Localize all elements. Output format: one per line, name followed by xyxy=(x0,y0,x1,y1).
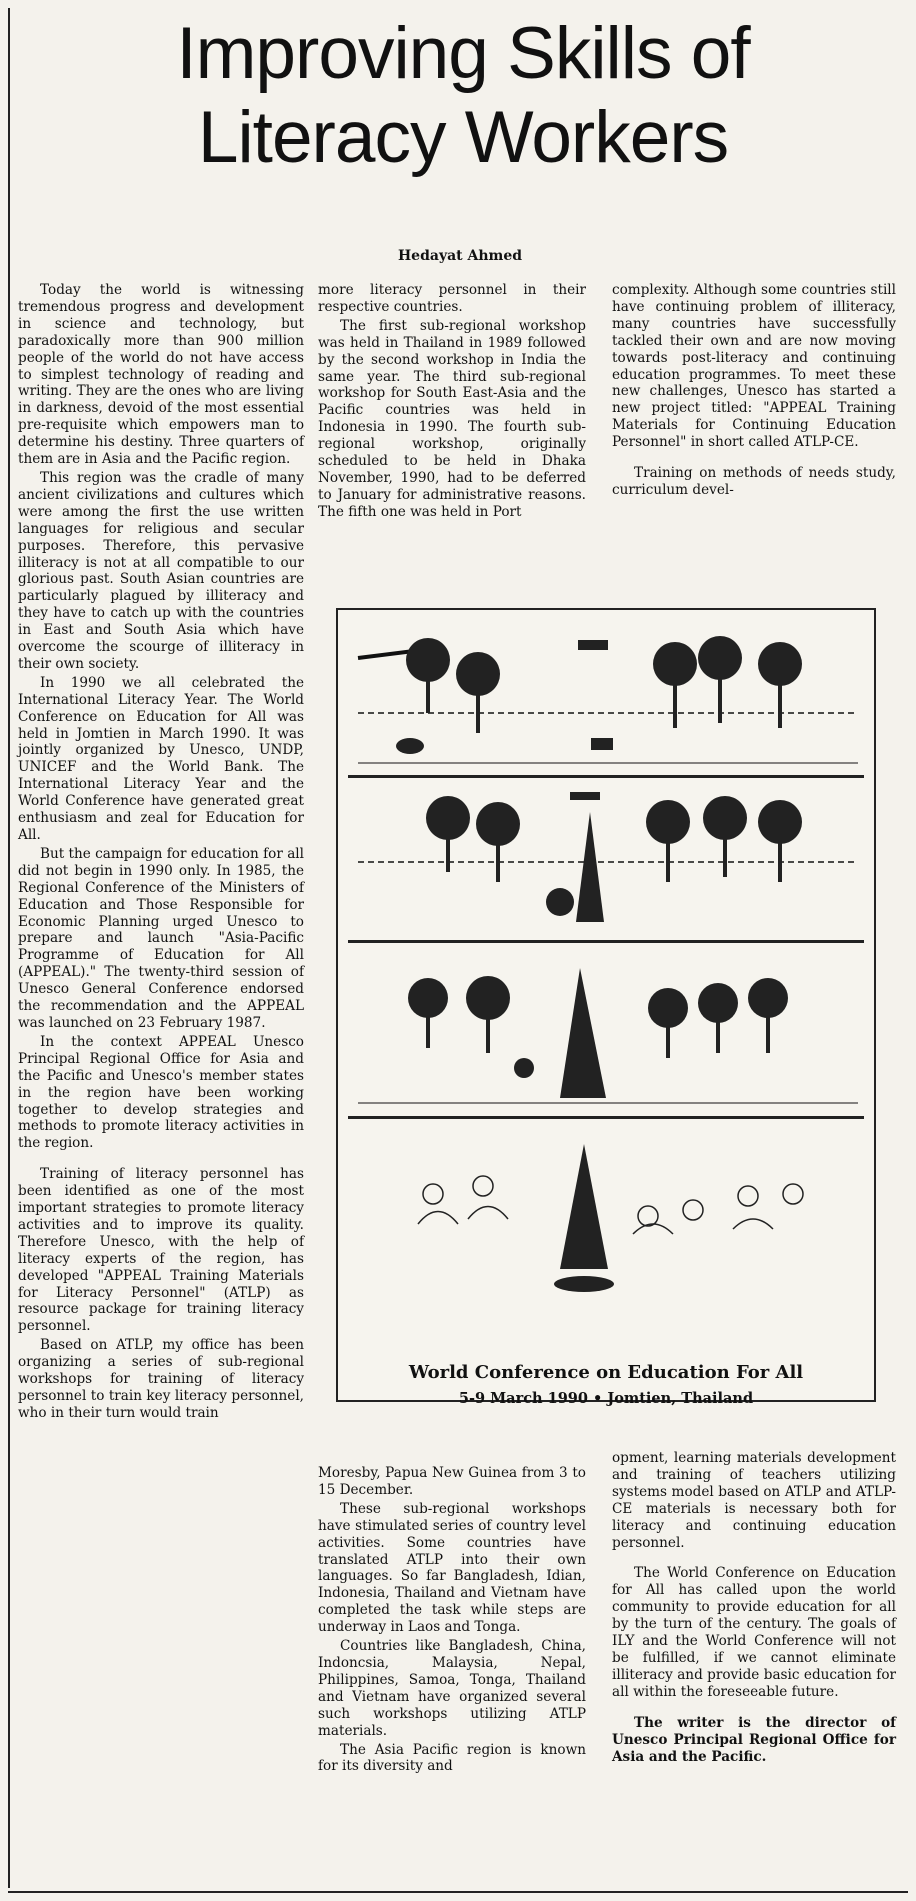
paragraph: opment, learning materials development and training of teachers utilizing systems model based on ATLP and ATLP-CE materials is necessary both for literacy and continuing education personnel. xyxy=(612,1450,896,1551)
paragraph: The World Conference on Education for All has called upon the world community to provide education for all by the turn of the century. The goals of ILY and the World Conference will not be fulfilled, if we cannot eliminate illiteracy and provide basic education for all within the foreseeable future. xyxy=(612,1565,896,1700)
figure-caption-subtitle: 5-9 March 1990 • Jomtien, Thailand xyxy=(458,1390,754,1407)
tree-scene-3-icon xyxy=(348,948,864,1108)
column-2-bottom xyxy=(318,1465,586,1777)
tree-scene-2-icon xyxy=(348,782,864,932)
sprouting-scene-icon xyxy=(348,1124,864,1304)
paragraph: complexity. Although some countries still have continuing problem of illiteracy, many countries have successfully tackled their own and are now moving towards post-literacy and continuing education programmes. To meet these new challenges, Unesco has started a new project titled: "APPEAL Training Materials for Continuing Education Personnel" in short called ATLP-CE. xyxy=(612,282,896,451)
paragraph: Moresby, Papua New Guinea from 3 to 15 December. xyxy=(318,1465,586,1498)
paragraph: These sub-regional workshops have stimulated series of country level activities. Some countries have translated ATLP into their own languages. So far Bangladesh, Idian, Indonesia, Thailand and Vietnam have completed the task while steps are underway in Laos and Tonga. xyxy=(318,1500,586,1636)
bottom-rule xyxy=(8,1891,908,1893)
column-1 xyxy=(18,282,304,1424)
paragraph: more literacy personnel in their respective countries. xyxy=(318,282,586,315)
panel-divider xyxy=(348,940,864,943)
headline xyxy=(18,12,908,180)
comic-panel-2 xyxy=(348,782,864,932)
headline-line-2: Literacy Workers xyxy=(197,97,729,178)
paragraph: Training of literacy personnel has been identified as one of the most important strategies to promote literacy activities and to improve its quality. Therefore Unesco, with the help of literacy experts of the region, has developed "APPEAL Training Materials for Literacy Personnel" (ATLP) as resource package for training literacy personnel. xyxy=(18,1166,304,1335)
tree-scene-1-icon xyxy=(348,618,864,768)
paragraph: The first sub-regional workshop was held in Thailand in 1989 followed by the second workshop in India the same year. The third sub-regional workshop for South East-Asia and the Pacific countries was held in Indonesia in 1990. The fourth sub-regional workshop, originally scheduled to be held in Dhaka November, 1990, had to be deferred to January for administrative reasons. The fifth one was held in Port xyxy=(318,317,586,520)
comic-panel-3 xyxy=(348,948,864,1108)
paragraph: But the campaign for education for all did not begin in 1990 only. In 1985, the Regional Conference of the Ministers of Education and Those Responsible for Economic Planning urged Unesco to prepare and launch "Asia-Pacific Programme of Education for All (APPEAL)." The twenty-third session of Unesco General Conference endorsed the recommendation and the APPEAL was launched on 23 February 1987. xyxy=(18,845,304,1031)
column-3-bottom xyxy=(612,1450,896,1767)
figure-caption-title: World Conference on Education For All xyxy=(408,1362,804,1383)
column-3-top xyxy=(612,282,896,501)
paragraph: Today the world is witnessing tremendous progress and development in science and technology, but paradoxically more than 900 million people of the world do not have access to simplest technology of reading and writing. They are the ones who are living in darkness, devoid of the most essential pre-requisite which empowers man to determine his destiny. Three quarters of them are in Asia and the Pacific region. xyxy=(18,282,304,468)
illustration-figure xyxy=(336,608,876,1407)
paragraph: In 1990 we all celebrated the International Literacy Year. The World Conference on Education for All was held in Jomtien in March 1990. It was jointly organized by Unesco, UNDP, UNICEF and the World Bank. The International Literacy Year and the World Conference have generated great enthusiasm and zeal for Education for All. xyxy=(18,674,304,843)
comic-panel-4 xyxy=(348,1124,864,1304)
paragraph: This region was the cradle of many ancient civilizations and cultures which were among the first the use written languages for religious and secular purposes. Therefore, this pervasive illiteracy is not at all compatible to our glorious past. South Asian countries are particularly plagued by illiteracy and they have to catch up with the countries in East and South Asia which have overcome the scourge of illiteracy in their own society. xyxy=(18,469,304,672)
paragraph: Based on ATLP, my office has been organizing a series of sub-regional workshops for training of literacy personnel to train key literacy personnel, who in their turn would train xyxy=(18,1337,304,1421)
paragraph: In the context APPEAL Unesco Principal Regional Office for Asia and the Pacific and Unesco's member states in the region have been working together to develop strategies and methods to promote literacy activities in the region. xyxy=(18,1033,304,1152)
left-column-rule xyxy=(8,8,10,1888)
byline: Hedayat Ahmed xyxy=(397,248,523,264)
column-2-top xyxy=(318,282,586,523)
paragraph: The Asia Pacific region is known for its diversity and xyxy=(318,1741,586,1775)
paragraph: Training on methods of needs study, curriculum devel- xyxy=(612,465,896,498)
author-note: The writer is the director of Unesco Principal Regional Office for Asia and the Pacific. xyxy=(612,1714,896,1765)
headline-line-1: Improving Skills of xyxy=(176,13,750,94)
panel-divider xyxy=(348,775,864,778)
panel-divider xyxy=(348,1116,864,1119)
comic-panel-1 xyxy=(348,618,864,768)
paragraph: Countries like Bangladesh, China, Indoncsia, Malaysia, Nepal, Philippines, Samoa, Tonga, Thailand and Vietnam have organized several such workshops utilizing ATLP materials. xyxy=(318,1638,586,1739)
